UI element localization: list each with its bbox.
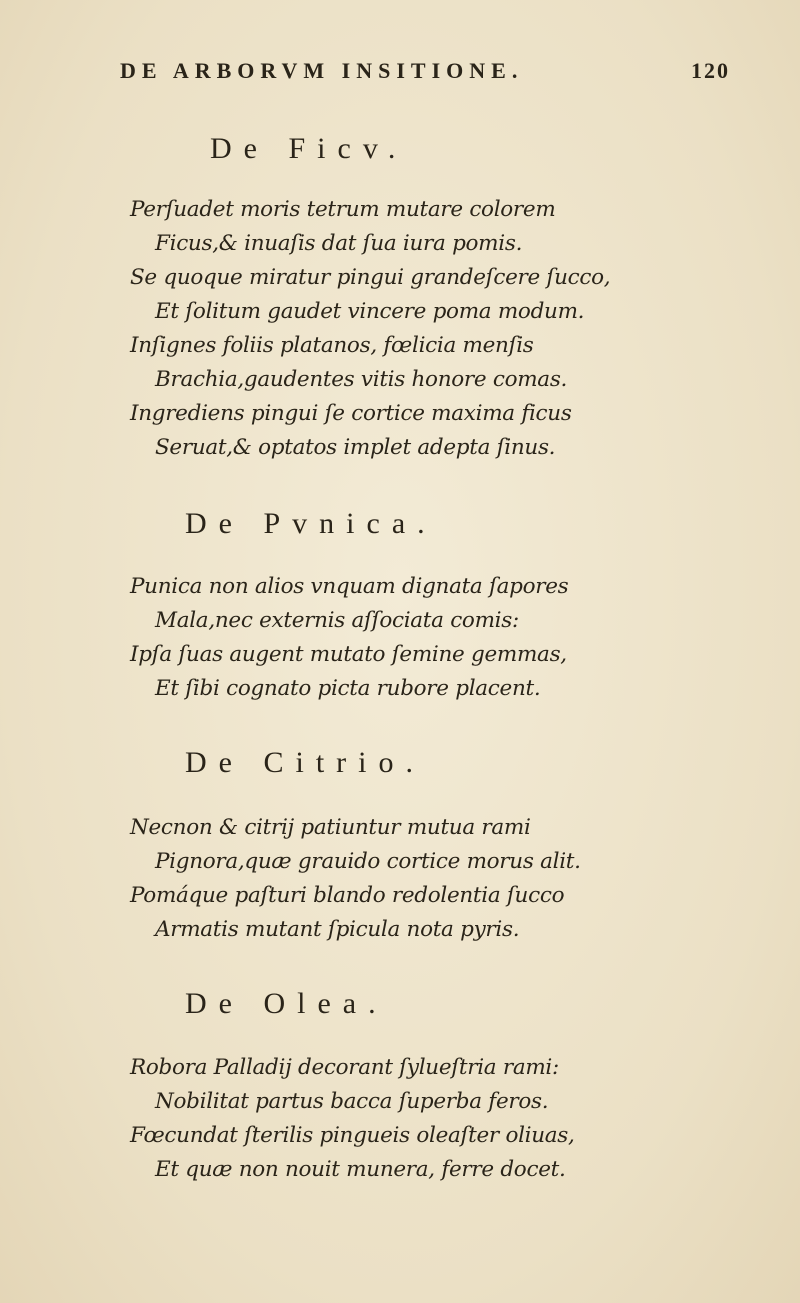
running-head [120, 58, 730, 88]
poem-line: Se quoque miratur pingui grandeſcere ſucco, [130, 265, 611, 290]
poem-line: Pignora,quæ grauido cortice morus alit. [155, 849, 581, 874]
poem-line: Ipſa ſuas augent mutato ſemine gemmas, [130, 642, 567, 667]
poem-line: Et ſibi cognato picta rubore placent. [155, 676, 541, 701]
running-title: DE ARBORVM INSITIONE. [120, 58, 524, 83]
poem-line: Robora Palladij decorant ſylueſtria rami: [130, 1055, 559, 1080]
poem-line: Nobilitat partus bacca ſuperba feros. [155, 1089, 549, 1114]
section-heading-punica: De Pvnica. [185, 507, 437, 540]
poem-line: Perſuadet moris tetrum mutare colorem [130, 197, 556, 222]
section-heading-olea: De Olea. [185, 987, 388, 1020]
poem-line: Ficus,& inuaſis dat ſua iura pomis. [155, 231, 523, 256]
section-heading-citrio: De Citrio. [185, 746, 425, 779]
poem-line: Inſignes foliis platanos, fœlicia menſis [130, 333, 534, 358]
poem-line: Punica non alios vnquam dignata ſapores [130, 574, 569, 599]
poem-line: Et ſolitum gaudet vincere poma modum. [155, 299, 585, 324]
poem-line: Pomáque paſturi blando redolentia ſucco [130, 883, 565, 908]
poem-line: Ingrediens pingui ſe cortice maxima ficus [130, 401, 572, 426]
poem-line: Fœcundat ſterilis pingueis oleaſter oliuas, [130, 1123, 575, 1148]
poem-line: Armatis mutant ſpicula nota pyris. [155, 917, 520, 942]
poem-line: Brachia,gaudentes vitis honore comas. [155, 367, 568, 392]
poem-line: Necnon & citrij patiuntur mutua rami [130, 815, 531, 840]
page-number: 120 [691, 58, 730, 83]
poem-line: Et quæ non nouit munera, ferre docet. [155, 1157, 566, 1182]
poem-line: Mala,nec externis aſſociata comis: [155, 608, 519, 633]
poem-line: Seruat,& optatos implet adepta ſinus. [155, 435, 556, 460]
section-heading-ficus: De Ficv. [210, 132, 408, 165]
